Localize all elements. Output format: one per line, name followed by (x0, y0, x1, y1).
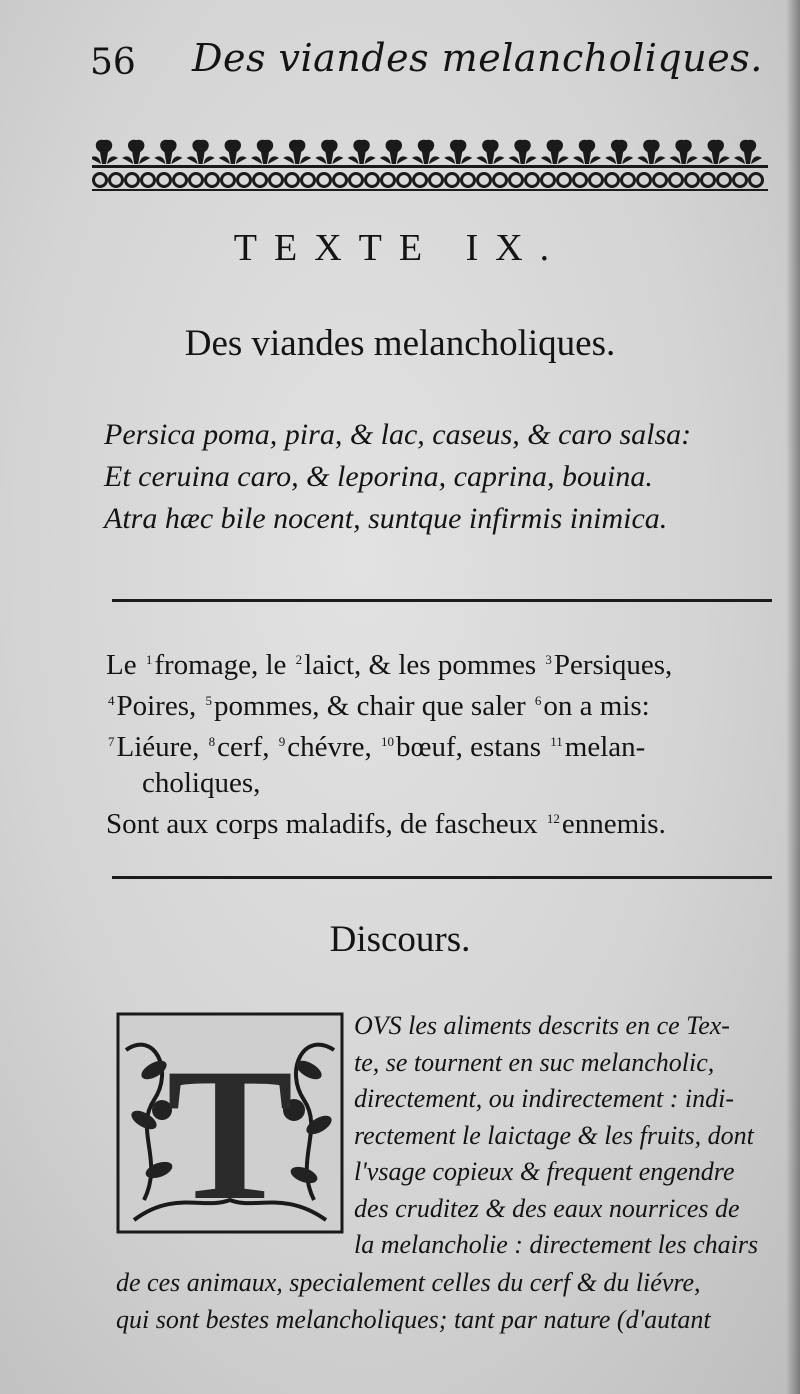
ornament-scroll (606, 174, 619, 187)
ornament-scroll (334, 174, 347, 187)
horizontal-rule (112, 599, 772, 602)
ornament-scroll (510, 174, 523, 187)
ornament-flower (315, 140, 343, 164)
ornament-flower (380, 140, 408, 164)
ornament-flower (476, 140, 504, 164)
french-verse-line: $^4$Poires, $^5$pommes, & chair que saler $^6$on a mis: (108, 690, 650, 722)
ornament-scroll (670, 174, 683, 187)
page-number: 56 (90, 42, 136, 83)
french-verse-line: choliques, (142, 767, 261, 799)
chapter-subtitle: Des viandes melancholiques. (184, 323, 616, 364)
ornament-flower (92, 140, 118, 164)
french-verse-line: $^7$Liéure, $^8$cerf, $^9$chévre, $^{10}$bœuf, estans $^{11}$melan- (108, 731, 646, 763)
ornament-scroll (718, 174, 731, 187)
ornament-scroll (254, 174, 267, 187)
ornament-scroll (734, 174, 747, 187)
ornament-scroll (270, 174, 283, 187)
ornament-scroll (750, 174, 763, 187)
discours-line: directement, ou indirectement : indi- (354, 1084, 735, 1113)
ornament-scroll (158, 174, 171, 187)
ornament-scroll (686, 174, 699, 187)
ornament-scroll (174, 174, 187, 187)
ornament-scroll (462, 174, 475, 187)
ornament-flower (154, 140, 182, 164)
ornament-flower (251, 140, 279, 164)
ornament-scroll (542, 174, 555, 187)
svg-text:T: T (166, 1030, 294, 1236)
ornament-scroll (366, 174, 379, 187)
ornament-flower (348, 140, 376, 164)
ornament-scroll (494, 174, 507, 187)
discours-line: la melancholie : directement les chairs (354, 1230, 759, 1259)
ornament-scroll (286, 174, 299, 187)
ornament-scroll (94, 174, 107, 187)
french-verse-line: Sont aux corps maladifs, de fascheux $^{12}$ennemis. (106, 808, 666, 840)
discours-text-full-width (116, 1265, 711, 1338)
ornament-flower (702, 140, 730, 164)
horizontal-rule (112, 876, 772, 879)
ornament-scroll (398, 174, 411, 187)
ornament-flower (541, 140, 569, 164)
ornament-scroll (526, 174, 539, 187)
ornament-flower (509, 140, 537, 164)
discours-text-beside-initial (354, 1008, 758, 1264)
ornament-flower (573, 140, 601, 164)
ornament-baseline (92, 165, 768, 168)
page-edge-shadow (786, 0, 800, 1394)
latin-verse (104, 414, 691, 540)
ornament-scroll (110, 174, 123, 187)
ornament-scroll (638, 174, 651, 187)
discours-line: qui sont bestes melancholiques; tant par nature (d'autant (116, 1304, 711, 1334)
discours-line: de ces animaux, specialement celles du cerf & du liévre, (116, 1268, 701, 1297)
ornament-scroll (222, 174, 235, 187)
ornament-flower (283, 140, 311, 164)
ornament-flower (734, 140, 762, 164)
ornament-flower (187, 140, 215, 164)
ornamental-headband (92, 134, 768, 194)
decorated-initial-t (114, 1010, 346, 1236)
latin-verse-line: Atra hæc bile nocent, suntque infirmis inimica. (104, 502, 668, 535)
chapter-title: TEXTE IX. (233, 227, 567, 269)
ornament-flower (670, 140, 698, 164)
ornament-scroll (654, 174, 667, 187)
latin-verse-line: Et ceruina caro, & leporina, caprina, bouina. (104, 460, 653, 493)
discours-heading: Discours. (329, 919, 471, 960)
ornament-scroll (574, 174, 587, 187)
ornament-flower (637, 140, 665, 164)
ornament-scroll (238, 174, 251, 187)
ornament-scroll (478, 174, 491, 187)
latin-verse-line: Persica poma, pira, & lac, caseus, & caro salsa: (104, 418, 692, 451)
ornament-scroll (430, 174, 443, 187)
ornament-bottomline (92, 189, 768, 191)
ornament-flower (412, 140, 440, 164)
discours-line: te, se tournent en suc melancholic, (354, 1047, 715, 1077)
ornament-scroll (702, 174, 715, 187)
ornament-flower (219, 140, 247, 164)
ornament-scroll (558, 174, 571, 187)
running-title: Des viandes melancholiques. (192, 36, 763, 80)
ornament-scroll (622, 174, 635, 187)
french-verse (106, 642, 672, 842)
ornament-scroll (350, 174, 363, 187)
ornament-scroll (302, 174, 315, 187)
ornament-scroll (142, 174, 155, 187)
discours-line: rectement le laictage & les fruits, dont (354, 1120, 754, 1150)
ornament-scroll (318, 174, 331, 187)
ornament-scroll (206, 174, 219, 187)
ornament-scroll (590, 174, 603, 187)
ornament-scroll (190, 174, 203, 187)
ornament-flower (122, 140, 150, 164)
ornament-flower (605, 140, 633, 164)
ornament-flower (444, 140, 472, 164)
discours-line: des cruditez & des eaux nourrices de (354, 1193, 740, 1223)
discours-line: OVS les aliments descrits en ce Tex- (354, 1011, 730, 1040)
ornament-scroll (414, 174, 427, 187)
discours-line: l'vsage copieux & frequent engendre (354, 1157, 735, 1186)
french-verse-line: Le $^1$fromage, le $^2$laict, & les pommes $^3$Persiques, (106, 649, 673, 681)
ornament-scroll (382, 174, 395, 187)
ornament-scroll (446, 174, 459, 187)
ornament-scroll (126, 174, 139, 187)
